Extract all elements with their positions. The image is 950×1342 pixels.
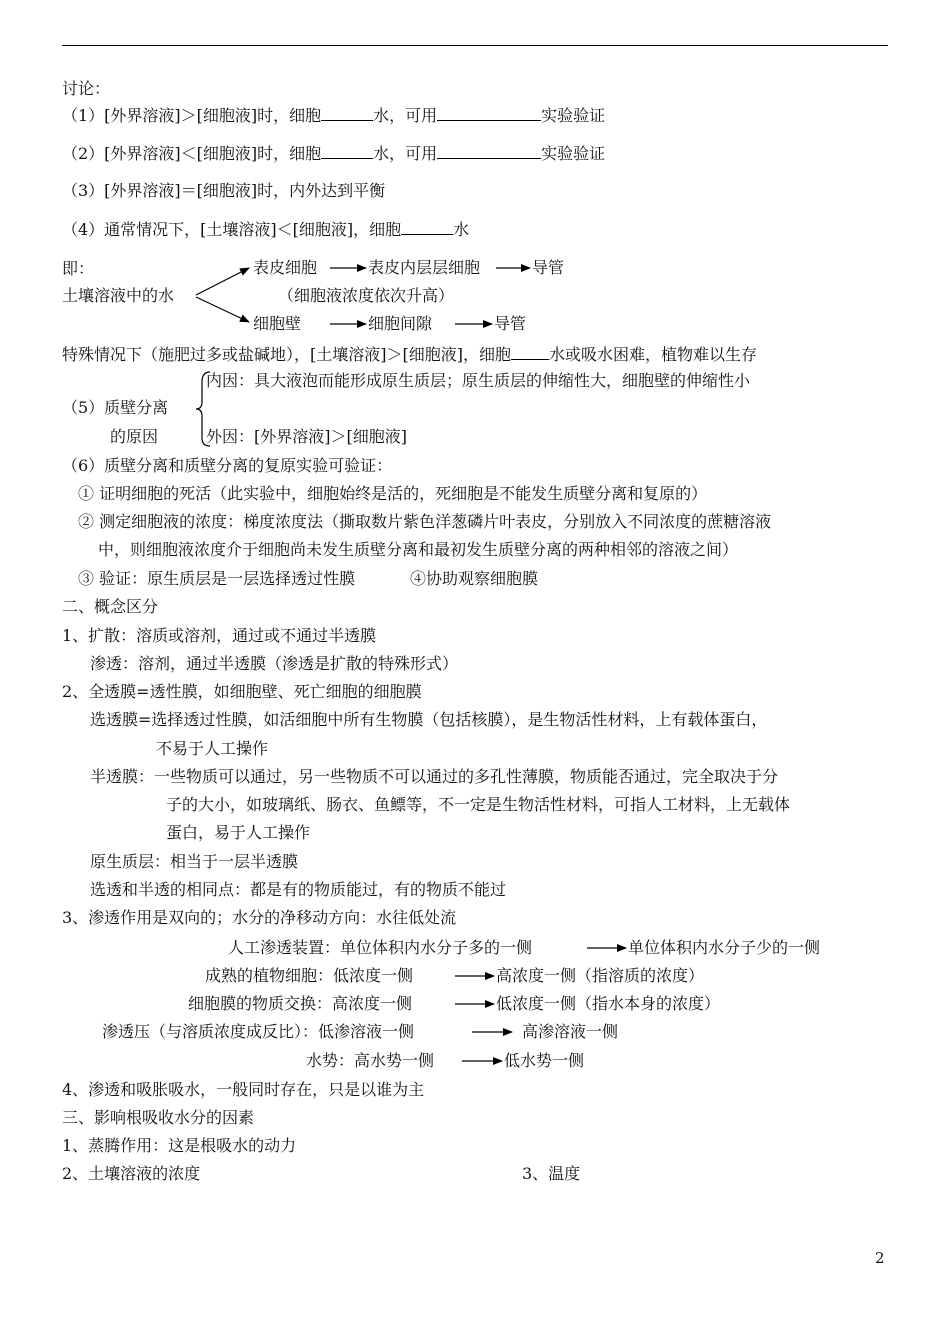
branch-arrow-upper: [196, 268, 249, 295]
concept-semi-cont-2: 蛋白，易于人工操作: [166, 823, 311, 842]
plasmolysis-label: （5）质壁分离: [62, 398, 169, 417]
discussion-heading: 讨论：: [62, 79, 111, 98]
external-cause: 外因：[外界溶液]＞[细胞液]: [206, 427, 407, 446]
answer-blank[interactable]: [511, 344, 549, 360]
factor-3: 3、温度: [522, 1164, 581, 1183]
concept-semi-cont: 子的大小，如玻璃纸、肠衣、鱼鳔等，不一定是生物活性材料，可指人工材料，上无载体: [166, 795, 791, 814]
concept-diffusion: 1、扩散：溶质或溶剂，通过或不通过半透膜: [62, 626, 377, 645]
special-case: 特殊情况下（施肥过多或盐碱地），[土壤溶液]＞[细胞液]，细胞 水或吸水困难，植物难以生存: [62, 345, 757, 364]
experiment-point-3: ③ 验证：原生质层是一层选择透过性膜: [78, 569, 356, 588]
section-3-heading: 三、影响根吸收水分的因素: [62, 1108, 255, 1127]
factor-2: 2、土壤溶液的浓度: [62, 1164, 201, 1183]
diagram-upper-3: 导管: [532, 258, 565, 277]
answer-blank[interactable]: [321, 105, 373, 121]
internal-cause: 内因：具大液泡而能形成原生质层；原生质层的伸缩性大，细胞壁的伸缩性小: [206, 371, 751, 390]
discussion-item-1: （1）[外界溶液]＞[细胞液]时，细胞 水，可用 实验验证: [62, 106, 606, 125]
concept-imbibition: 4、渗透和吸胀吸水，一般同时存在，只是以谁为主: [62, 1080, 425, 1099]
diagram-upper-1: 表皮细胞: [253, 258, 318, 277]
factor-1: 1、蒸腾作用：这是根吸水的动力: [62, 1136, 297, 1155]
concept-selective-cont: 不易于人工操作: [156, 739, 269, 758]
answer-blank[interactable]: [437, 143, 541, 159]
direction-row-r: 高渗溶液一侧: [522, 1022, 619, 1041]
plasmolysis-label-2: 的原因: [110, 427, 159, 446]
concept-selective: 选透膜=选择透过性膜，如活细胞中所有生物膜（包括核膜），是生物活性材料，上有载体蛋白，: [90, 710, 768, 729]
discussion-item-3: （3）[外界溶液]＝[细胞液]时，内外达到平衡: [62, 181, 386, 200]
discussion-item-4: （4）通常情况下，[土壤溶液]＜[细胞液]，细胞 水: [62, 220, 470, 239]
diagram-lower-3: 导管: [494, 314, 527, 333]
diagram-lower-2: 细胞间隙: [368, 314, 433, 333]
direction-row-l: 水势：高水势一侧: [306, 1051, 435, 1070]
direction-row-r: 低浓度一侧（指水本身的浓度）: [496, 994, 721, 1013]
experiment-point-2: ② 测定细胞液的浓度：梯度浓度法（撕取数片紫色洋葱磷片叶表皮，分别放入不同浓度的蔗糖溶液: [78, 512, 772, 531]
branch-arrow-lower: [196, 297, 249, 322]
diagram-prefix: 即：: [62, 259, 95, 278]
diagram-middle-note: （细胞液浓度依次升高）: [278, 286, 455, 305]
discussion-item-2: （2）[外界溶液]＜[细胞液]时，细胞 水，可用 实验验证: [62, 144, 606, 163]
experiment-point-1: ① 证明细胞的死活（此实验中，细胞始终是活的，死细胞是不能发生质壁分离和复原的）: [78, 484, 708, 503]
section-2-heading: 二、概念区分: [62, 597, 159, 616]
experiment-point-4: ④协助观察细胞膜: [410, 569, 539, 588]
concept-permeable: 2、全透膜=透性膜，如细胞壁、死亡细胞的细胞膜: [62, 682, 422, 701]
concept-osmosis: 渗透：溶剂，通过半透膜（渗透是扩散的特殊形式）: [90, 654, 459, 673]
diagram-root: 土壤溶液中的水: [62, 286, 175, 305]
answer-blank[interactable]: [321, 143, 373, 159]
direction-row-r: 单位体积内水分子少的一侧: [628, 938, 821, 957]
direction-row-r: 低水势一侧: [504, 1051, 585, 1070]
direction-row-l: 渗透压（与溶质浓度成反比）：低渗溶液一侧: [102, 1022, 415, 1041]
experiment-point-2-cont: 中，则细胞液浓度介于细胞尚未发生质壁分离和最初发生质壁分离的两种相邻的溶液之间）: [98, 540, 739, 559]
concept-common: 选透和半透的相同点：都是有的物质能过，有的物质不能过: [90, 880, 507, 899]
experiment-heading: （6）质壁分离和质壁分离的复原实验可验证：: [62, 456, 393, 475]
direction-row-l: 细胞膜的物质交换：高浓度一侧: [188, 994, 413, 1013]
diagram-lower-1: 细胞壁: [253, 314, 302, 333]
direction-row-l: 成熟的植物细胞：低浓度一侧: [205, 966, 414, 985]
answer-blank[interactable]: [437, 105, 541, 121]
diagram-upper-2: 表皮内层层细胞: [368, 258, 481, 277]
page-number: 2: [875, 1249, 885, 1267]
concept-direction: 3、渗透作用是双向的；水分的净移动方向：水往低处流: [62, 908, 457, 927]
answer-blank[interactable]: [401, 219, 453, 235]
direction-row-r: 高浓度一侧（指溶质的浓度）: [496, 966, 705, 985]
concept-protoplast: 原生质层：相当于一层半透膜: [90, 852, 299, 871]
header-rule: [62, 45, 888, 46]
concept-semi: 半透膜：一些物质可以通过，另一些物质不可以通过的多孔性薄膜，物质能否通过，完全取决于分: [90, 767, 779, 786]
direction-row-l: 人工渗透装置：单位体积内水分子多的一侧: [228, 938, 533, 957]
